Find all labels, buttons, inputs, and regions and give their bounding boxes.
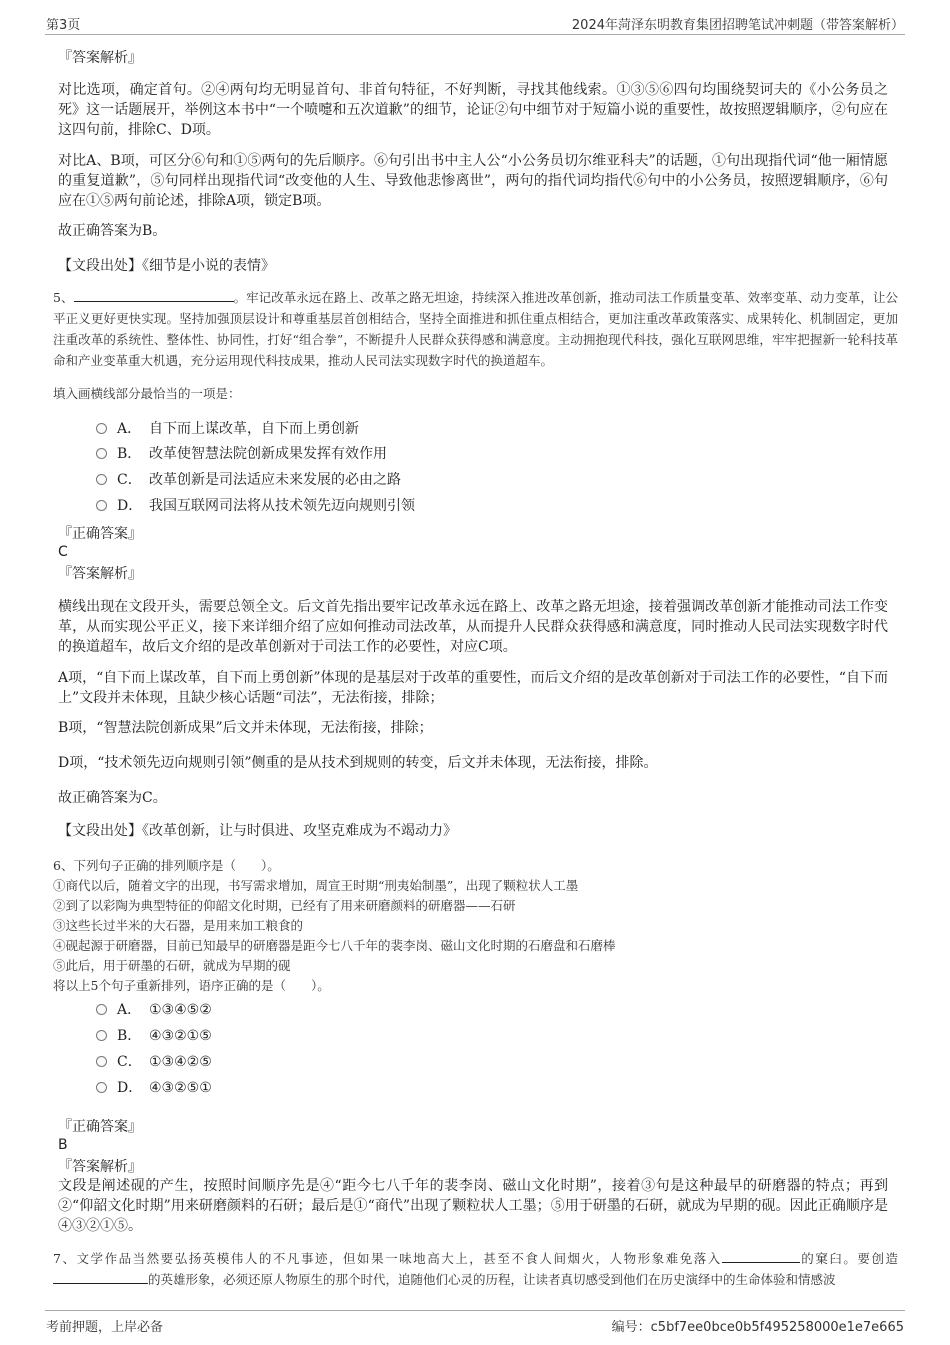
q6-prompt: 将以上5个句子重新排列，语序正确的是（ ）。 — [53, 978, 330, 993]
q6-answer-label: 『正确答案』 — [58, 1119, 142, 1135]
q6-option-b[interactable]: B． ④③②①⑤ — [96, 1026, 212, 1046]
q5-option-b[interactable]: B． 改革使智慧法院创新成果发挥有效作用 — [96, 444, 387, 464]
page-number: 第3页 — [46, 18, 81, 33]
q4-analysis-para2: 对比A、B项，可区分⑥句和①⑤两句的先后顺序。⑥句引出书中主人公“小公务员切尔维亚科夫”的话题，①句出现指代词“他一厢情愿的重复道歉”，⑤句同样出现指代词“改变他的人生、导致他悲惨离世”，两句的指代词均指代⑥句中的小公务员，按照逻辑顺序，⑥句应在①⑤两句前论述，排除A项，锁定B项。 — [58, 153, 888, 209]
q5-answer: C — [58, 544, 68, 560]
radio-icon[interactable] — [96, 423, 107, 434]
q6-analysis-label: 『答案解析』 — [58, 1159, 142, 1175]
q5-option-c[interactable]: C． 改革创新是司法适应未来发展的必由之路 — [96, 470, 401, 490]
q5-blank — [74, 289, 234, 302]
q6-sentence-3: ③这些长过半米的大石器，是用来加工粮食的 — [53, 918, 304, 933]
q5-prompt: 填入画横线部分最恰当的一项是： — [53, 386, 241, 401]
q6-option-c[interactable]: C． ①③④②⑤ — [96, 1052, 212, 1072]
radio-icon[interactable] — [96, 474, 107, 485]
q6-sentence-1: ①商代以后，随着文字的出现，书写需求增加，周宣王时期“刑夷始制墨”，出现了颗粒状人工墨 — [53, 878, 579, 893]
radio-icon[interactable] — [96, 448, 107, 459]
q5-analysis-para2: A项，“自下而上谋改革，自下而上勇创新”体现的是基层对于改革的重要性，而后文介绍的是改革创新对于司法工作的必要性，“自下而上”文段并未体现，且缺少核心话题“司法”，无法衔接，排除； — [58, 670, 888, 706]
q6-stem: 6、下列句子正确的排列顺序是（ ）。 — [53, 858, 280, 873]
q7-stem: 7、文学作品当然要弘扬英模伟人的不凡事迹，但如果一味地高大上，甚至不食人间烟火，人物形象难免落入 的窠臼。要创造的英雄形象，必须还原人物原生的那个时代，追随他们心灵的历程，让读者真切感受到他们在历史演绎中的生命体验和情感波 — [53, 1251, 898, 1287]
header-rule — [45, 34, 905, 35]
radio-icon[interactable] — [96, 1056, 107, 1067]
q6-analysis: 文段是阐述砚的产生，按照时间顺序先是④“距今七八千年的裴李岗、磁山文化时期”，接着③句是这种最早的研磨器的特点；再到②“仰韶文化时期”用来研磨颜料的石研；最后是①“商代”出现了颗粒状人工墨；⑤用于研墨的石研，就成为早期的砚。因此正确顺序是④③②①⑤。 — [58, 1178, 888, 1234]
footer-slogan: 考前押题，上岸必备 — [46, 1320, 164, 1335]
q7-blank-1 — [722, 1250, 800, 1263]
radio-icon[interactable] — [96, 1004, 107, 1015]
q6-answer: B — [58, 1137, 68, 1153]
radio-icon[interactable] — [96, 1030, 107, 1041]
radio-icon[interactable] — [96, 500, 107, 511]
q5-option-d[interactable]: D． 我国互联网司法将从技术领先迈向规则引领 — [96, 496, 415, 516]
q5-analysis-label: 『答案解析』 — [58, 566, 142, 582]
q5-stem: 5、 。牢记改革永远在路上、改革之路无坦途，持续深入推进改革创新，推动司法工作质量变革、效率变革、动力变革，让公平正义更好更快实现。坚持加强顶层设计和尊重基层首创相结合，坚持全面推进和抓住重点相结合，更加注重改革政策落实、成果转化、机制固定，更加注重改革的系统性、整体性、协同性，打好“组合拳”，不断提升人民群众获得感和满意度。主动拥抱现代科技，强化互联网思维，牢牢把握新一轮科技革命和产业变革重大机遇，充分运用现代科技成果，推动人民司法实现数字时代的换道超车。 — [53, 290, 898, 368]
q4-source: 【文段出处】《细节是小说的表情》 — [58, 258, 275, 274]
q5-analysis-para4: D项，“技术领先迈向规则引领”侧重的是从技术到规则的转变，后文并未体现，无法衔接，排除。 — [58, 755, 658, 771]
q5-answer-label: 『正确答案』 — [58, 526, 142, 542]
q6-option-a[interactable]: A． ①③④⑤② — [96, 1000, 212, 1020]
document-title: 2024年菏泽东明教育集团招聘笔试冲刺题（带答案解析） — [571, 18, 904, 33]
q5-source: 【文段出处】《改革创新，让与时俱进、攻坚克难成为不竭动力》 — [58, 823, 457, 839]
q5-analysis-para5: 故正确答案为C。 — [58, 790, 167, 806]
footer-rule — [45, 1310, 905, 1311]
q4-analysis-label: 『答案解析』 — [58, 50, 142, 66]
q5-analysis-para3: B项，“智慧法院创新成果”后文并未体现，无法衔接，排除； — [58, 720, 433, 736]
q6-sentence-2: ②到了以彩陶为典型特征的仰韶文化时期，已经有了用来研磨颜料的研磨器——石研 — [53, 898, 516, 913]
q5-option-a[interactable]: A． 自下而上谋改革，自下而上勇创新 — [96, 419, 359, 439]
q4-analysis-para1: 对比选项，确定首句。②④两句均无明显首句、非首句特征，不好判断，寻找其他线索。①③⑤⑥四句均围绕契诃夫的《小公务员之死》这一话题展开，举例这本书中“一个喷嚏和五次道歉”的细节，论证②句中细节对于短篇小说的重要性，故按照逻辑顺序，②句应在这四句前，排除C、D项。 — [58, 82, 888, 138]
q6-sentence-5: ⑤此后，用于研墨的石研，就成为早期的砚 — [53, 958, 291, 973]
footer-doc-id: 编号：c5bf7ee0bce0b5f495258000e1e7e665 — [611, 1320, 904, 1335]
q7-blank-2 — [53, 1271, 148, 1284]
q6-option-d[interactable]: D． ④③②⑤① — [96, 1078, 212, 1098]
q4-conclusion: 故正确答案为B。 — [58, 223, 167, 239]
q6-sentence-4: ④砚起源于研磨器，目前已知最早的研磨器是距今七八千年的裴李岗、磁山文化时期的石磨盘和石磨棒 — [53, 938, 616, 953]
q5-analysis-para1: 横线出现在文段开头，需要总领全文。后文首先指出要牢记改革永远在路上、改革之路无坦途，接着强调改革创新才能推动司法工作变革，从而实现公平正义，接下来详细介绍了应如何推动司法改革，从而提升人民群众获得感和满意度，同时推动人民司法实现数字时代的换道超车，故后文介绍的是改革创新对于司法工作的必要性，对应C项。 — [58, 599, 888, 655]
radio-icon[interactable] — [96, 1082, 107, 1093]
